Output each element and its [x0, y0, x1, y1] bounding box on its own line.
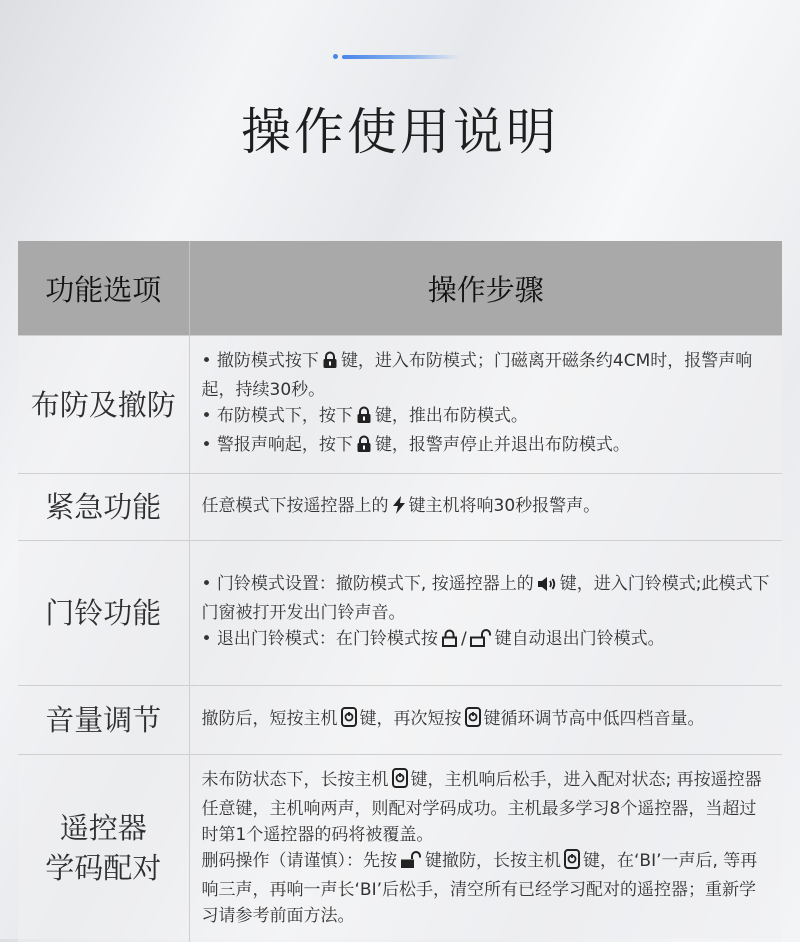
option-volume: 音量调节: [18, 686, 189, 755]
host-button-icon: [392, 768, 408, 796]
option-emergency: 紧急功能: [18, 474, 189, 541]
table-row: [18, 541, 782, 686]
lightning-icon: [392, 496, 406, 522]
table-row: [18, 474, 782, 541]
page-title: 操作使用说明: [241, 103, 559, 161]
option-arm-disarm: 布防及撤防: [18, 336, 189, 474]
list-item: • 警报声响起，按下 键，报警声停止并退出布防模式。: [202, 432, 771, 461]
lock-closed-icon: [322, 351, 338, 377]
table-row: [18, 336, 782, 474]
header-function-option: 功能选项: [18, 241, 189, 336]
steps-arm-disarm: [189, 336, 782, 474]
lock-open-icon: [400, 851, 422, 877]
option-pairing-line2: 学码配对: [45, 851, 162, 886]
host-button-icon: [465, 707, 481, 735]
list-item: • 退出门铃模式：在门铃模式按 / 键自动退出门铃模式。: [202, 626, 771, 655]
speaker-icon: [537, 574, 557, 600]
lock-closed-icon: [356, 435, 372, 461]
paragraph-pairing: 未布防状态下，长按主机 键，主机响后松手，进入配对状态; 再按遥控器任意键，主机响两声，则配对学码成功。主机最多学习8个遥控器，当超过时第1个遥控器的码将被覆盖。: [201, 770, 762, 846]
option-pairing: [18, 755, 189, 942]
table-header-row: [18, 241, 782, 336]
host-button-icon: [564, 849, 580, 877]
accent-bar: [342, 55, 460, 59]
steps-pairing: [189, 755, 782, 942]
accent-dot: [333, 54, 338, 59]
lock-closed-icon: [356, 406, 372, 432]
option-pairing-line1: 遥控器: [59, 811, 147, 846]
steps-volume: 撤防后，短按主机 键，再次短按 键循环调节高中低四档音量。: [189, 686, 782, 755]
list-item: • 布防模式下，按下 键，推出布防模式。: [202, 403, 771, 432]
host-button-icon: [341, 707, 357, 735]
lock-closed-outline-icon: [441, 629, 458, 655]
table-row: [18, 686, 782, 755]
operation-table: [18, 241, 782, 942]
header-operation-steps: 操作步骤: [189, 241, 782, 336]
paragraph-delete-code: 删码操作（请谨慎）：先按 键撤防，长按主机 键，在‘BI’一声后, 等再响三声，再响一声长‘BI’后松手，清空所有已经学习配对的遥控器；重新学习请参考前面方法。: [201, 851, 758, 927]
list-item: • 撤防模式按下 键，进入布防模式；门磁离开磁条约4CM时，报警声响起，持续30秒。: [201, 351, 753, 400]
lock-open-icon: [470, 629, 492, 655]
list-item: • 门铃模式设置：撤防模式下, 按遥控器上的 键，进入门铃模式;此模式下门窗被打开发出门铃声音。: [201, 574, 770, 623]
steps-doorbell: [189, 541, 782, 686]
title-accent-line: [333, 54, 463, 59]
option-doorbell: 门铃功能: [18, 541, 189, 686]
table-row: [18, 755, 782, 942]
steps-emergency: 任意模式下按遥控器上的 键主机将响30秒报警声。: [189, 474, 782, 541]
